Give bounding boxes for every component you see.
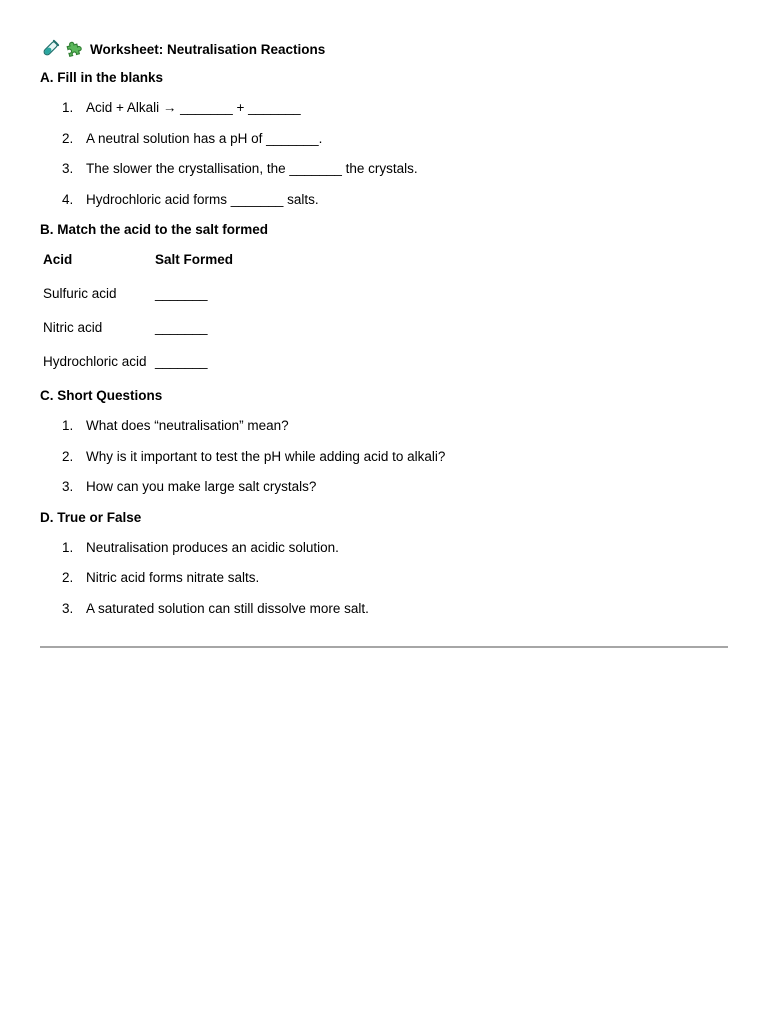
- worksheet-page: [40, 38, 728, 629]
- list-item-number: 1.: [62, 100, 74, 115]
- horizontal-divider: [40, 646, 728, 648]
- list-item-number: 1.: [62, 418, 74, 433]
- list-item: [40, 599, 728, 630]
- list-item: [40, 190, 728, 221]
- section-d-list: [40, 538, 728, 630]
- acid-cell: Nitric acid: [43, 320, 103, 335]
- list-item: [40, 416, 728, 447]
- list-item-number: 3.: [62, 479, 74, 494]
- list-item-text: Nitric acid forms nitrate salts.: [86, 570, 260, 585]
- puzzle-piece-icon: [64, 39, 84, 59]
- section-a-list: [40, 98, 728, 220]
- table-row: [43, 318, 728, 352]
- column-header-salt: Salt Formed: [155, 252, 234, 267]
- match-table: [43, 250, 728, 386]
- section-a-heading: A. Fill in the blanks: [40, 70, 164, 85]
- list-item-number: 1.: [62, 539, 74, 555]
- acid-cell: Sulfuric acid: [43, 286, 117, 301]
- list-item: [40, 447, 728, 478]
- section-b-heading: B. Match the acid to the salt formed: [40, 222, 269, 237]
- list-item: [40, 98, 728, 129]
- list-item: [40, 159, 728, 190]
- list-item-text: Neutralisation produces an acidic solution.: [86, 539, 339, 555]
- column-header-acid: Acid: [43, 252, 73, 267]
- worksheet-title: Worksheet: Neutralisation Reactions: [90, 41, 326, 57]
- list-item-number: 3.: [62, 161, 74, 176]
- list-item: [40, 129, 728, 160]
- acid-cell: Hydrochloric acid: [43, 354, 147, 369]
- list-item-text: What does “neutralisation” mean?: [86, 418, 289, 433]
- list-item-text: How can you make large salt crystals?: [86, 479, 317, 494]
- list-item: [40, 538, 728, 569]
- list-item-text: The slower the crystallisation, the _______ the crystals.: [86, 161, 418, 176]
- section-c-list: [40, 416, 728, 508]
- list-item: [40, 568, 728, 599]
- salt-blank-cell: _______: [155, 320, 208, 335]
- salt-blank-cell: _______: [155, 354, 208, 369]
- table-header-row: [43, 250, 728, 284]
- table-row: [43, 352, 728, 386]
- list-item-text: Acid + Alkali → _______ + _______: [86, 100, 301, 115]
- list-item-number: 2.: [62, 570, 74, 585]
- salt-blank-cell: _______: [155, 286, 208, 301]
- worksheet-title-row: [40, 38, 728, 60]
- section-d-heading: D. True or False: [40, 509, 142, 525]
- table-row: [43, 284, 728, 318]
- list-item-number: 3.: [62, 600, 74, 616]
- list-item-text: A saturated solution can still dissolve more salt.: [86, 600, 369, 616]
- list-item-text: Hydrochloric acid forms _______ salts.: [86, 191, 319, 207]
- list-item: [40, 477, 728, 508]
- list-item-number: 4.: [62, 191, 74, 207]
- test-tube-icon: [40, 39, 60, 59]
- list-item-text: A neutral solution has a pH of _______.: [86, 130, 323, 146]
- section-c-heading: C. Short Questions: [40, 388, 163, 403]
- list-item-text: Why is it important to test the pH while adding acid to alkali?: [86, 448, 446, 464]
- list-item-number: 2.: [62, 130, 74, 146]
- list-item-number: 2.: [62, 448, 74, 464]
